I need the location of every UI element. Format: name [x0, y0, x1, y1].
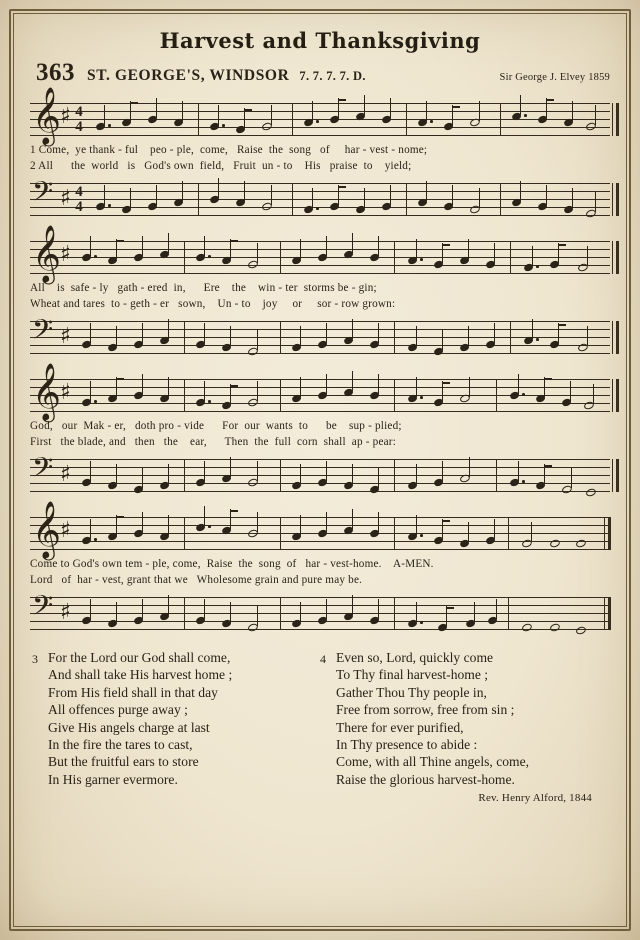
- verse-line: For the Lord our God shall come,: [48, 650, 231, 665]
- verse-line: Free from sorrow, free from sin ;: [336, 702, 515, 718]
- bass-staff-2: [30, 315, 610, 359]
- page-content: [22, 20, 618, 920]
- composer-credit: Sir George J. Elvey 1859: [499, 72, 610, 83]
- verse-line: In His garner evermore.: [48, 771, 178, 787]
- verse-line: And shall take His harvest home ;: [48, 667, 233, 683]
- verse-line: There for ever purified,: [336, 719, 464, 735]
- verse-line: But the fruitful ears to store: [48, 754, 199, 770]
- bass-clef-icon: 𝄢: [32, 451, 54, 490]
- verse-line: In Thy presence to abide :: [336, 737, 478, 753]
- verse-line: Even so, Lord, quickly come: [336, 650, 494, 665]
- key-signature-bass: ♯: [60, 186, 71, 211]
- bass-staff-4: [30, 591, 610, 635]
- tune-name: ST. GEORGE'S, WINDSOR: [87, 67, 290, 84]
- treble-staff-1: [30, 87, 610, 144]
- key-signature-bass: ♯: [60, 462, 71, 487]
- verse-line: Gather Thou Thy people in,: [336, 684, 487, 700]
- music-system-2: [22, 225, 618, 359]
- lyrics-system-3-line-2: First the blade, and then the ear, Then the full corn shall ap - pear:: [30, 436, 397, 448]
- author-credit: Rev. Henry Alford, 1844: [478, 792, 592, 805]
- key-signature: ♯: [60, 242, 71, 267]
- time-signature-bass-bottom: 4: [75, 199, 83, 215]
- treble-clef-icon: 𝄞: [32, 363, 61, 420]
- lyrics-system-2-line-2: Wheat and tares to - geth - er sown, Un - to joy or sor - row grown:: [30, 298, 396, 310]
- time-signature-bottom: 4: [75, 119, 83, 135]
- music-system-4: [22, 501, 618, 635]
- verse-line: To Thy final harvest-home ;: [336, 667, 489, 683]
- key-signature: ♯: [60, 518, 71, 543]
- hymn-heading: [22, 59, 618, 87]
- time-signature-top: 4: [75, 104, 83, 120]
- key-signature: ♯: [60, 104, 71, 129]
- verse-lines: [48, 649, 320, 788]
- verse-lines: [336, 649, 608, 788]
- meter: 7. 7. 7. 7. D.: [299, 69, 366, 83]
- verse-number: 3: [32, 652, 38, 666]
- lyrics-system-1-line-1: 1 Come, ye thank - ful peo - ple, come, Raise the song of har - vest - nome;: [30, 144, 428, 156]
- lyrics-system-3-line-1: God, our Mak - er, doth pro - vide For our wants to be sup - plied;: [30, 420, 402, 432]
- section-title: Harvest and Thanksgiving: [159, 28, 481, 53]
- bass-clef-icon: 𝄢: [32, 589, 54, 628]
- verse-line: Give His angels charge at last: [48, 719, 210, 735]
- verse-line: In the fire the tares to cast,: [48, 737, 193, 753]
- verse-line: From His field shall in that day: [48, 684, 218, 700]
- verse-line: Raise the glorious harvest-home.: [336, 771, 515, 787]
- treble-clef-icon: 𝄞: [32, 225, 61, 282]
- lyrics-system-1-line-2: 2 All the world is God's own field, Fruit un - to His praise to yield;: [30, 160, 412, 172]
- verse-line: All offences purge away ;: [48, 702, 188, 718]
- bass-staff-1: [30, 177, 610, 221]
- treble-staff-4: [30, 501, 610, 558]
- time-signature-bass-top: 4: [75, 184, 83, 200]
- lyrics-system-4-line-1: Come to God's own tem - ple, come, Raise the song of har - vest-home. A-MEN.: [30, 558, 434, 570]
- verse-number: 4: [320, 652, 326, 666]
- verse-3: [32, 649, 320, 788]
- key-signature-bass: ♯: [60, 324, 71, 349]
- music-system-1: [22, 87, 618, 221]
- treble-clef-icon: 𝄞: [32, 501, 61, 558]
- hymn-number: 363: [36, 59, 75, 86]
- music-system-3: [22, 363, 618, 497]
- lyrics-system-2-line-1: All is safe - ly gath - ered in, Ere the win - ter storms be - gin;: [30, 282, 377, 294]
- lyrics-system-4-line-2: Lord of har - vest, grant that we Wholesome grain and pure may be.: [30, 574, 363, 586]
- treble-staff-3: [30, 363, 610, 420]
- verse-line: Come, with all Thine angels, come,: [336, 754, 530, 770]
- bass-staff-3: [30, 453, 610, 497]
- bass-clef-icon: 𝄢: [32, 313, 54, 352]
- key-signature: ♯: [60, 380, 71, 405]
- bass-clef-icon: 𝄢: [32, 175, 54, 214]
- verse-4: [320, 649, 608, 788]
- key-signature-bass: ♯: [60, 600, 71, 625]
- treble-clef-icon: 𝄞: [32, 87, 61, 144]
- verses-block: [32, 649, 608, 788]
- treble-staff-2: [30, 225, 610, 282]
